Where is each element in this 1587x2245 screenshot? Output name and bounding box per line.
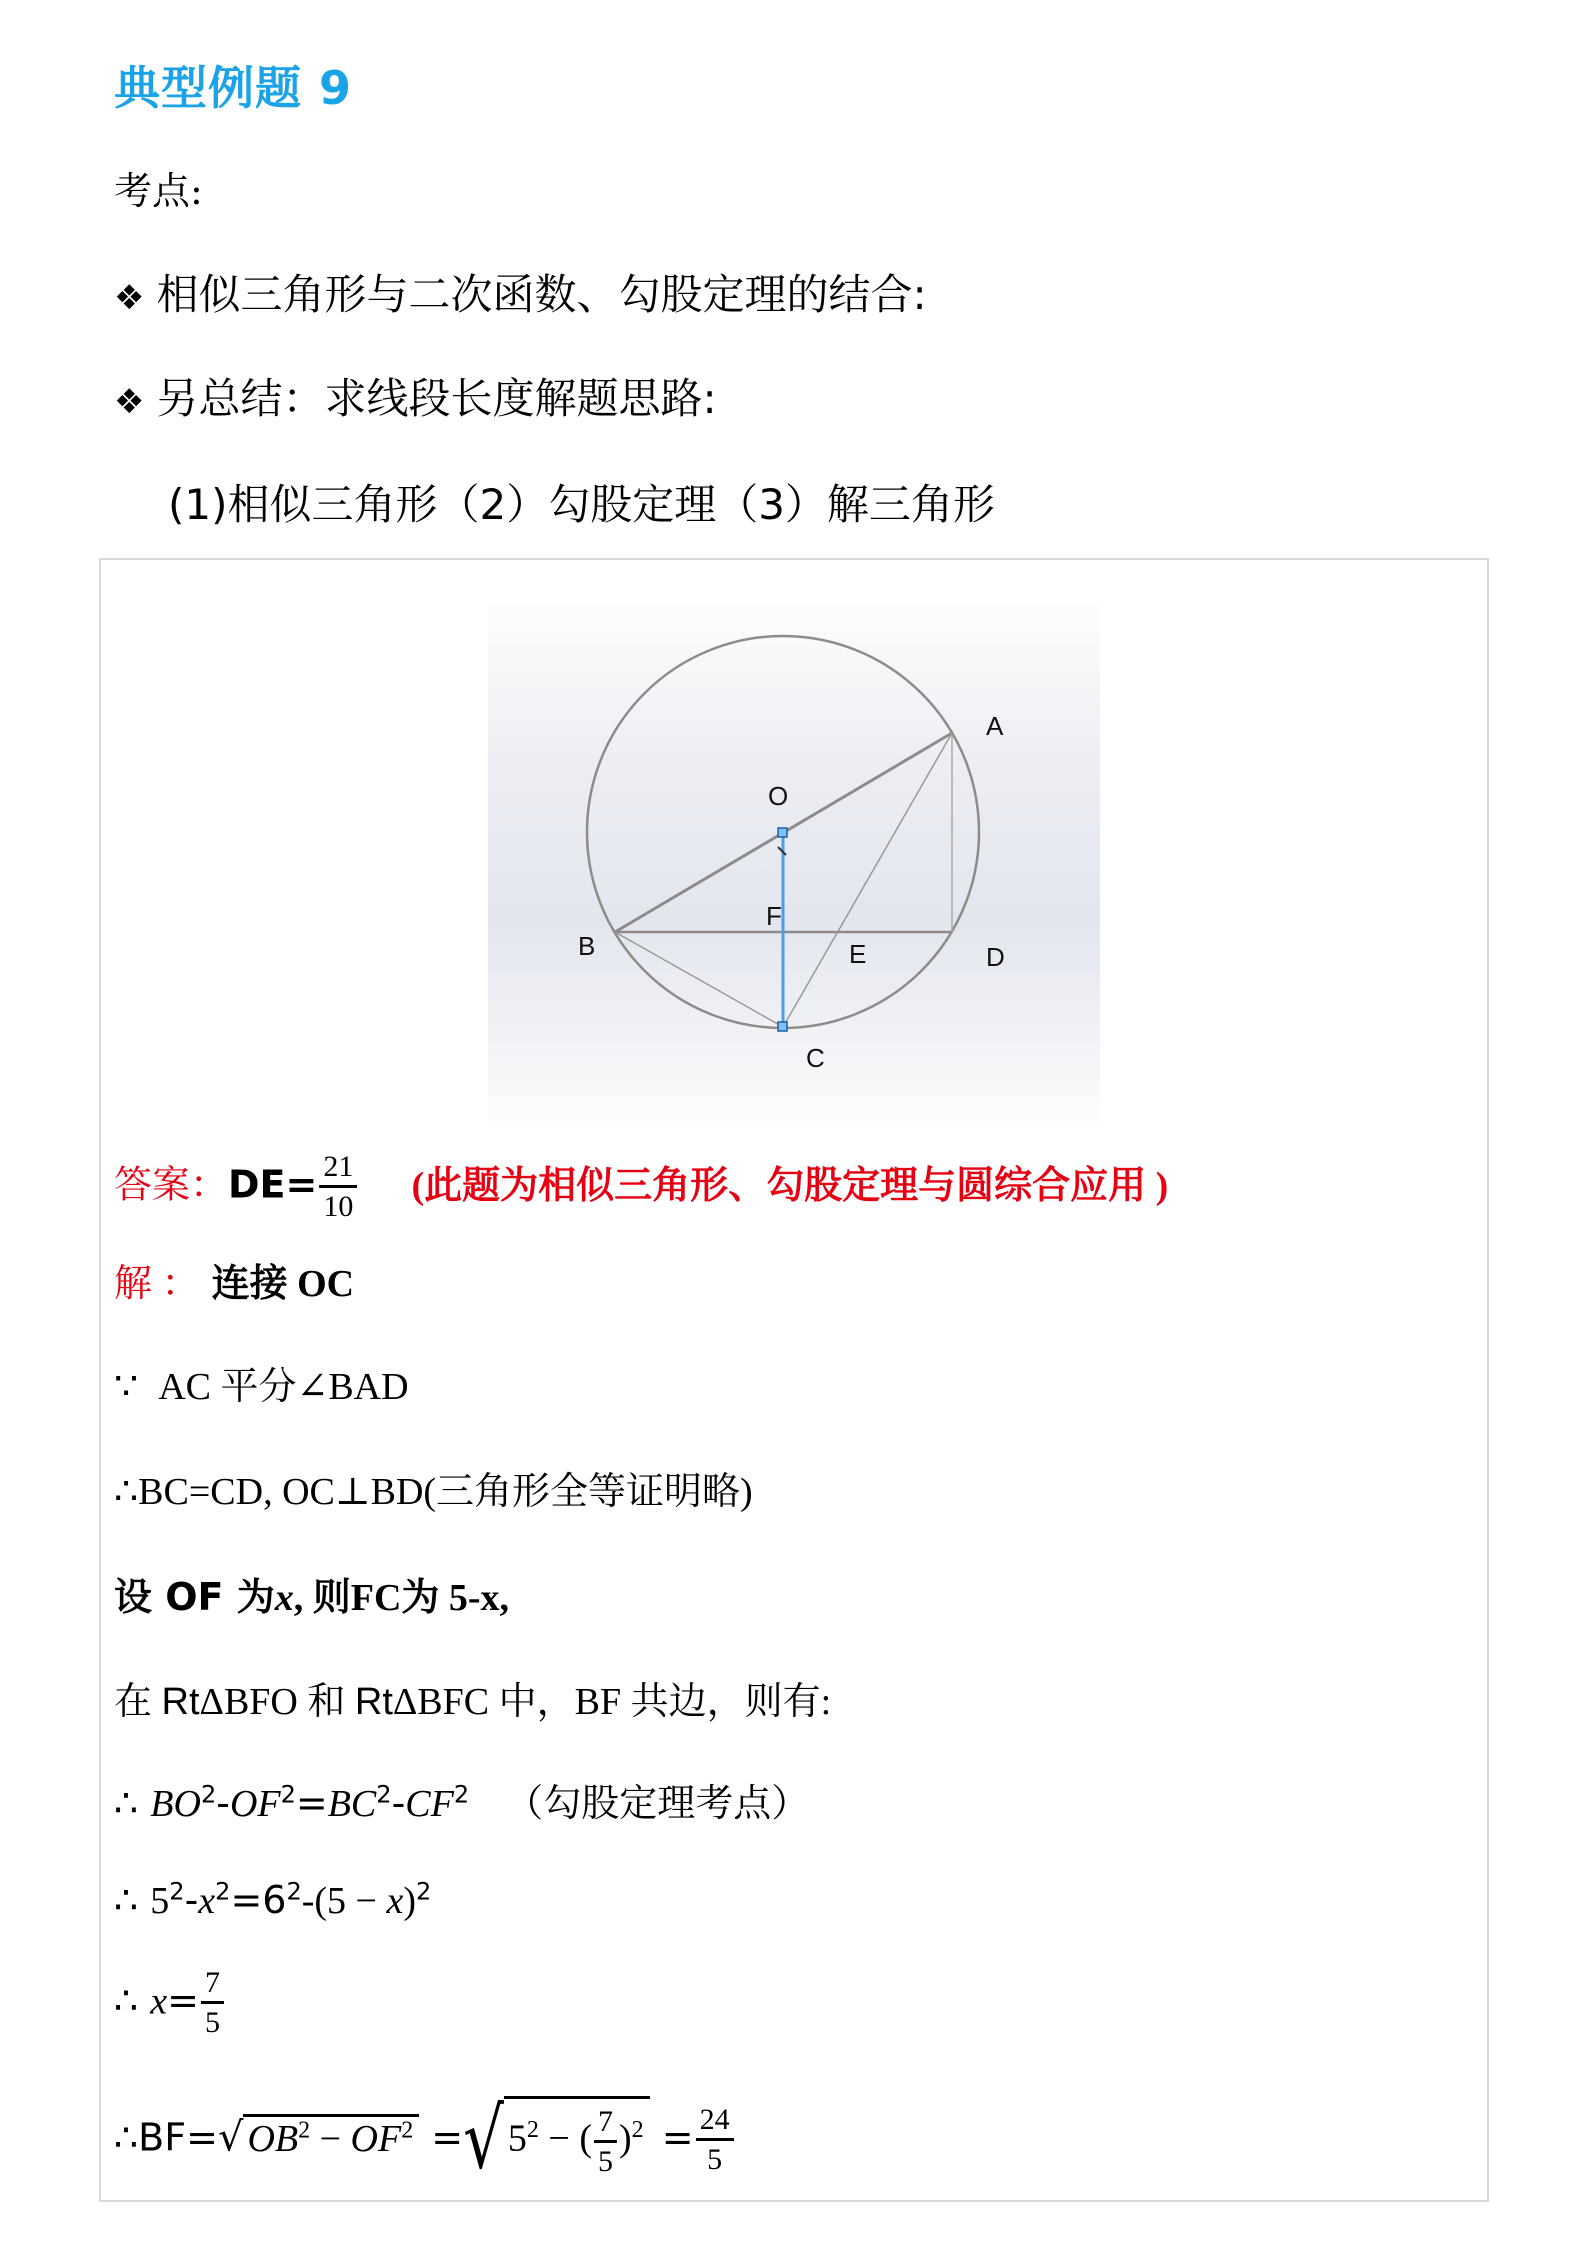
circle-diagram-svg bbox=[488, 605, 1100, 1132]
bf-fraction: $\frac{24}{5}$ bbox=[696, 2105, 734, 2175]
label-a: A bbox=[986, 711, 1004, 741]
solution-step-3: 设 OF 为x, 则FC为 5-x, bbox=[114, 1575, 510, 1619]
label-f: F bbox=[766, 901, 782, 931]
sqrt-expr-2: $5^2$ − ( $\frac{7}{5}$ )$^2$ bbox=[504, 2096, 650, 2177]
diamond-bullet-icon: ❖ bbox=[114, 278, 145, 318]
answer-line bbox=[114, 1152, 1168, 1222]
kaodian-label: 考点: bbox=[114, 169, 203, 213]
bullet-item bbox=[114, 262, 927, 322]
bullet-text: 另总结：求线段长度解题思路: bbox=[156, 374, 717, 423]
solution-step-8: ∴BF=√ $OB^2 - OF^2$ =√ $5^2$ − ( $\frac{7}{5}$ )$^2$ = $\frac{24}{5}$ bbox=[114, 2096, 736, 2177]
solution-step-7: ∴ x= $\frac{7}{5}$ bbox=[114, 1968, 226, 2038]
answer-fraction: $\frac{21}{10}$ bbox=[319, 1152, 357, 1222]
bullet-text: 相似三角形与二次函数、勾股定理的结合: bbox=[156, 270, 927, 319]
label-c: C bbox=[806, 1043, 825, 1073]
solution-step-6: ∴ $5^2-x^2=6^2-(5 - x)^2$ bbox=[114, 1877, 432, 1922]
label-e: E bbox=[849, 939, 867, 969]
solution-step-2: ∴BC=CD, OC⊥BD(三角形全等证明略) bbox=[114, 1471, 753, 1513]
because-symbol: ∵ bbox=[114, 1366, 139, 1408]
page-title: 典型例题 9 bbox=[114, 61, 353, 115]
sqrt-icon: √ bbox=[463, 2092, 504, 2189]
label-d: D bbox=[986, 942, 1005, 972]
solution-step-0: 解 ： 连接 OC bbox=[114, 1263, 355, 1305]
solution-step-1: ∵ AC 平分∠BAD bbox=[114, 1366, 409, 1408]
diamond-bullet-icon: ❖ bbox=[114, 382, 145, 422]
label-o: O bbox=[768, 781, 789, 811]
solution-step-5: ∴ $BO^2-OF^2=BC^2-CF^2$ （勾股定理考点） bbox=[114, 1780, 810, 1825]
answer-expr: DE= bbox=[228, 1162, 318, 1207]
solution-label: 解 ： bbox=[114, 1263, 200, 1305]
methods-list: (1)相似三角形（2）勾股定理（3）解三角形 bbox=[168, 480, 995, 529]
geometry-diagram bbox=[488, 605, 1100, 1132]
answer-note: (此题为相似三角形、勾股定理与圆综合应用 ) bbox=[411, 1164, 1169, 1207]
sqrt-icon: √ bbox=[217, 2114, 244, 2161]
answer-label: 答案： bbox=[114, 1164, 229, 1207]
sqrt-expr-1: $OB^2 - OF^2$ bbox=[243, 2114, 419, 2161]
bullet-item bbox=[114, 366, 717, 426]
solution-step-4: 在 RtΔBFO 和 RtΔBFC 中，BF 共边，则有: bbox=[114, 1681, 832, 1723]
label-b: B bbox=[578, 931, 596, 961]
x-fraction: $\frac{7}{5}$ bbox=[201, 1968, 224, 2038]
